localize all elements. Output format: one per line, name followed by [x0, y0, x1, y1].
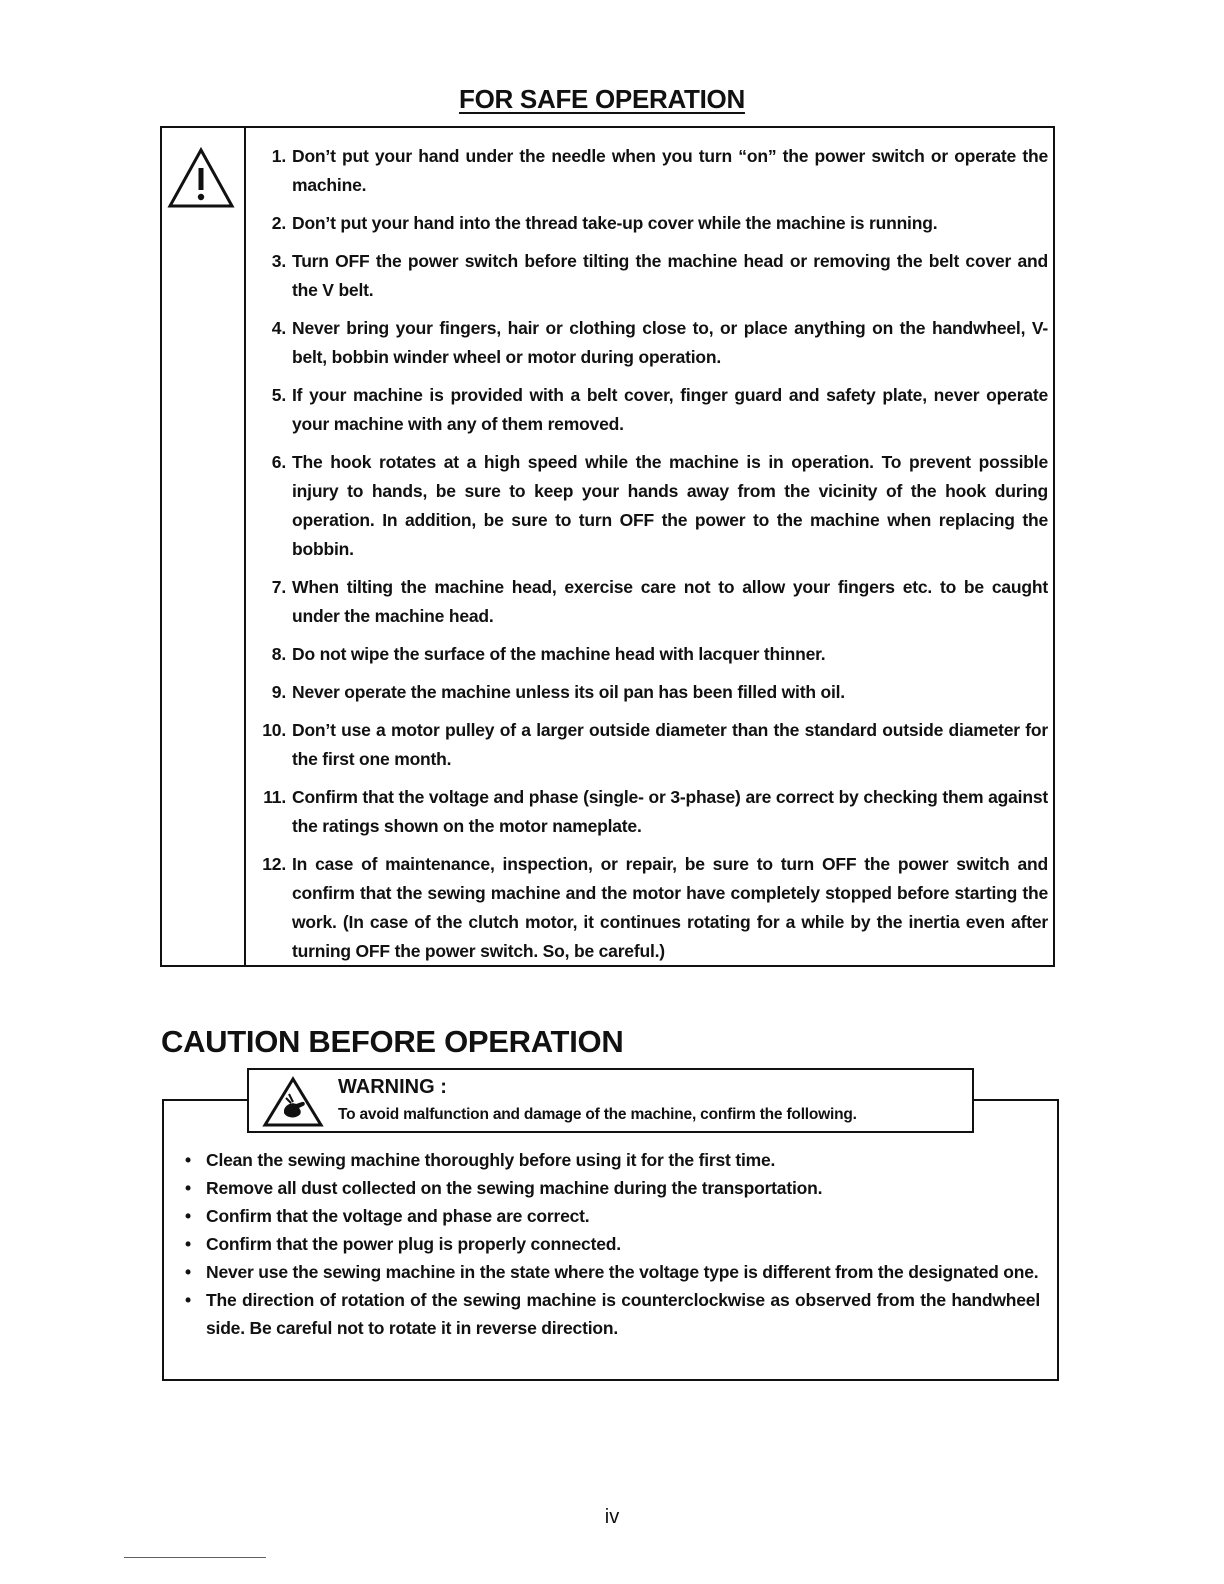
warning-label [247, 1068, 974, 1133]
caution-item [185, 1146, 1040, 1174]
caution-item [185, 1202, 1040, 1230]
warning-triangle-icon [166, 146, 236, 210]
bullet: • [185, 1234, 191, 1254]
warning-text: To avoid malfunction and damage of the machine, confirm the following. [338, 1106, 857, 1123]
caution-item [185, 1258, 1040, 1286]
safe-item [258, 314, 1048, 372]
safe-item [258, 142, 1048, 200]
safe-item-text: If your machine is provided with a belt cover, finger guard and safety plate, never operate your machine with any of them removed. [292, 385, 1048, 434]
safe-item [258, 640, 1048, 669]
hand-injury-warning-icon [262, 1076, 324, 1128]
safe-item-text: Don’t put your hand under the needle when you turn “on” the power switch or operate the machine. [292, 146, 1048, 195]
page-number: iv [604, 1506, 620, 1528]
safe-operation-box [160, 126, 1055, 967]
safe-box-divider [244, 128, 246, 965]
safe-item-number: 7. [271, 577, 286, 597]
safe-item [258, 573, 1048, 631]
safe-item-text: Do not wipe the surface of the machine head with lacquer thinner. [292, 644, 826, 664]
safe-item-number: 11. [263, 787, 286, 807]
safe-item-number: 1. [271, 146, 286, 166]
caution-item-text: Never use the sewing machine in the state where the voltage type is different from the designated one. [206, 1262, 1039, 1282]
caution-item [185, 1230, 1040, 1258]
warning-title: WARNING : [338, 1076, 447, 1098]
safe-item [258, 716, 1048, 774]
safe-item [258, 247, 1048, 305]
bullet: • [185, 1178, 191, 1198]
safe-item-text: The hook rotates at a high speed while the machine is in operation. To prevent possible injury to hands, be sure to keep your hands away from the vicinity of the hook during operation. In addition, be sure to turn OFF the power to the machine when replacing the bobbin. [292, 452, 1048, 559]
caution-item-text: Confirm that the power plug is properly connected. [206, 1234, 621, 1254]
safe-item [258, 209, 1048, 238]
safe-operation-list [258, 142, 1048, 975]
caution-item [185, 1174, 1040, 1202]
safe-item-number: 9. [271, 682, 286, 702]
safe-item-text: Never bring your fingers, hair or clothing close to, or place anything on the handwheel, V-belt, bobbin winder wheel or motor during operation. [292, 318, 1048, 367]
caution-item [185, 1286, 1040, 1342]
bottom-rule [124, 1557, 266, 1558]
caution-item-text: Remove all dust collected on the sewing machine during the transportation. [206, 1178, 823, 1198]
caution-title: CAUTION BEFORE OPERATION [161, 1024, 624, 1059]
safe-item [258, 381, 1048, 439]
safe-item-text: Don’t put your hand into the thread take-up cover while the machine is running. [292, 213, 938, 233]
safe-item-text: Turn OFF the power switch before tilting the machine head or removing the belt cover and the V belt. [292, 251, 1048, 300]
safe-item-text: When tilting the machine head, exercise care not to allow your fingers etc. to be caught under the machine head. [292, 577, 1048, 626]
safe-item-number: 6. [271, 452, 286, 472]
safe-item-number: 5. [271, 385, 286, 405]
caution-list [185, 1146, 1040, 1342]
safe-item [258, 678, 1048, 707]
safe-item-number: 8. [271, 644, 286, 664]
safe-item [258, 850, 1048, 966]
safe-item-text: Never operate the machine unless its oil pan has been filled with oil. [292, 682, 845, 702]
safe-item-number: 10. [262, 720, 286, 740]
safe-item-number: 12. [262, 854, 286, 874]
safe-item-text: In case of maintenance, inspection, or repair, be sure to turn OFF the power switch and confirm that the sewing machine and the motor have completely stopped before starting the work. (In case of the clutch motor, it continues rotating for a while by the inertia even after turning OFF the power switch. So, be careful.) [292, 854, 1048, 961]
safe-item-number: 3. [271, 251, 286, 271]
safe-item-number: 2. [271, 213, 286, 233]
safe-item-text: Confirm that the voltage and phase (single- or 3-phase) are correct by checking them against the ratings shown on the motor nameplate. [292, 787, 1048, 836]
caution-item-text: Confirm that the voltage and phase are correct. [206, 1206, 590, 1226]
caution-item-text: Clean the sewing machine thoroughly before using it for the first time. [206, 1150, 776, 1170]
safe-item [258, 448, 1048, 564]
safe-item [258, 783, 1048, 841]
bullet: • [185, 1290, 191, 1310]
bullet: • [185, 1262, 191, 1282]
safe-item-text: Don’t use a motor pulley of a larger outside diameter than the standard outside diameter for the first one month. [292, 720, 1048, 769]
bullet: • [185, 1206, 191, 1226]
safe-operation-title: FOR SAFE OPERATION [459, 84, 745, 114]
bullet: • [185, 1150, 191, 1170]
safe-item-number: 4. [271, 318, 286, 338]
caution-item-text: The direction of rotation of the sewing machine is counterclockwise as observed from the handwheel side. Be careful not to rotate it in reverse direction. [206, 1290, 1040, 1338]
